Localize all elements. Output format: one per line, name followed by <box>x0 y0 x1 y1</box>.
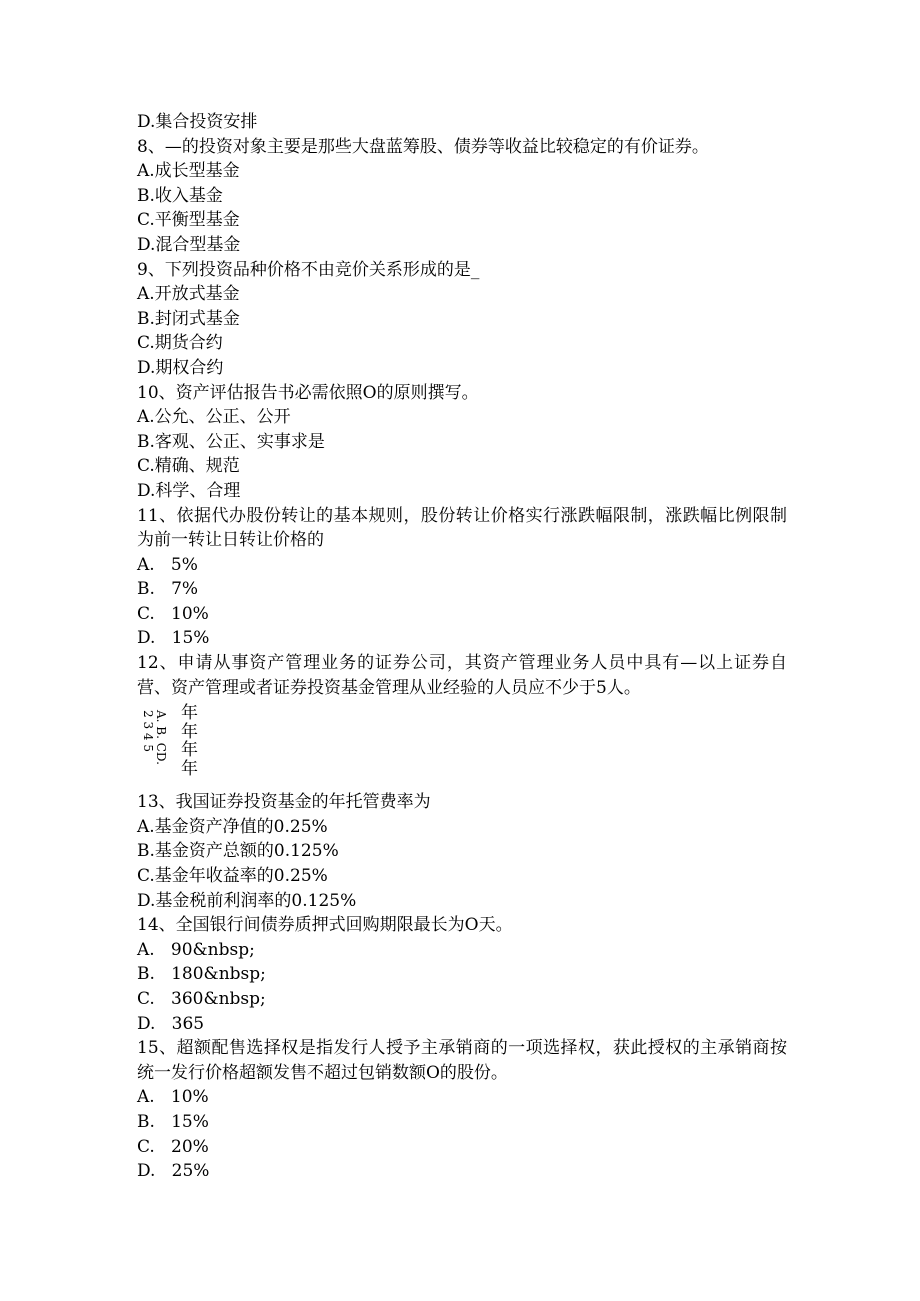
option-line: C.精确、规范 <box>137 456 240 477</box>
option-line: A. 90&nbsp; <box>137 939 255 960</box>
option-line: B.封闭式基金 <box>137 308 240 329</box>
year-label: 年 <box>181 703 198 724</box>
option-line: A. 5% <box>137 554 198 575</box>
option-line: A.开放式基金 <box>137 284 240 305</box>
question-10: 10、资产评估报告书必需依照O的原则撰写。 <box>137 382 479 403</box>
question-9: 9、下列投资品种价格不由竞价关系形成的是_ <box>137 259 480 280</box>
rotated-options <box>137 703 787 790</box>
year-label: 年 <box>181 740 198 761</box>
question-13-block <box>137 790 787 913</box>
question-14: 14、全国银行间债券质押式回购期限最长为O天。 <box>137 915 513 936</box>
option-line: C. 10% <box>137 603 209 624</box>
option-line: A.基金资产净值的0.25% <box>137 816 328 837</box>
question-12: 12、申请从事资产管理业务的证券公司，其资产管理业务人员中具有—以上证券自营、资产管理或者证券投资基金管理从业经验的人员应不少于5人。 <box>137 653 787 698</box>
question-8: 8、—的投资对象主要是那些大盘蓝筹股、债券等收益比较稳定的有价证券。 <box>137 136 709 157</box>
option-line: D. 15% <box>137 628 210 649</box>
option-line: B. 180&nbsp; <box>137 964 266 985</box>
option-line: B.基金资产总额的0.125% <box>137 841 339 862</box>
year-label: 年 <box>181 758 198 779</box>
option-line: B. 7% <box>137 579 199 600</box>
option-line: C. 360&nbsp; <box>137 989 266 1009</box>
option-line: C. 20% <box>137 1136 209 1157</box>
rotated-numbers: 2 3 4 5 <box>141 710 155 753</box>
rotated-option-labels <box>141 710 167 765</box>
question-11: 11、依据代办股份转让的基本规则，股份转让价格实行涨跌幅限制，涨跌幅比例限制为前一转让日转让价格的 <box>137 505 787 551</box>
question-13: 13、我国证券投资基金的年托管费率为 <box>137 792 431 813</box>
year-column <box>181 704 198 778</box>
option-line: D.基金税前利润率的0.125% <box>137 890 357 911</box>
question-12-block <box>137 651 787 790</box>
option-line: A.成长型基金 <box>137 161 240 182</box>
option-line: C.平衡型基金 <box>137 210 240 231</box>
option-line: A. 10% <box>137 1087 209 1108</box>
option-line: B.客观、公正、实事求是 <box>137 431 325 452</box>
option-line: D. 25% <box>137 1161 210 1182</box>
question-15-block <box>137 1036 787 1184</box>
year-label: 年 <box>181 721 198 742</box>
option-line: D. 365 <box>137 1013 205 1034</box>
option-line: C.期货合约 <box>137 333 223 354</box>
option-line: A.公允、公正、公开 <box>137 407 291 428</box>
option-line: D.期权合约 <box>137 357 224 378</box>
question-11-block <box>137 504 787 652</box>
question-15: 15、超额配售选择权是指发行人授予主承销商的一项选择权，获此授权的主承销商按统一发行价格超额发售不超过包销数额O的股份。 <box>137 1038 787 1083</box>
rotated-letters: A. B. CD. <box>154 710 168 766</box>
option-line: D.集合投资安排 <box>137 112 258 132</box>
top-section <box>137 110 787 504</box>
document-page <box>137 110 787 1184</box>
option-line: D.混合型基金 <box>137 234 241 255</box>
option-line: D.科学、合理 <box>137 480 241 501</box>
question-14-block <box>137 913 787 1036</box>
option-line: B. 15% <box>137 1111 209 1132</box>
option-line: B.收入基金 <box>137 185 223 206</box>
option-line: C.基金年收益率的0.25% <box>137 866 328 887</box>
